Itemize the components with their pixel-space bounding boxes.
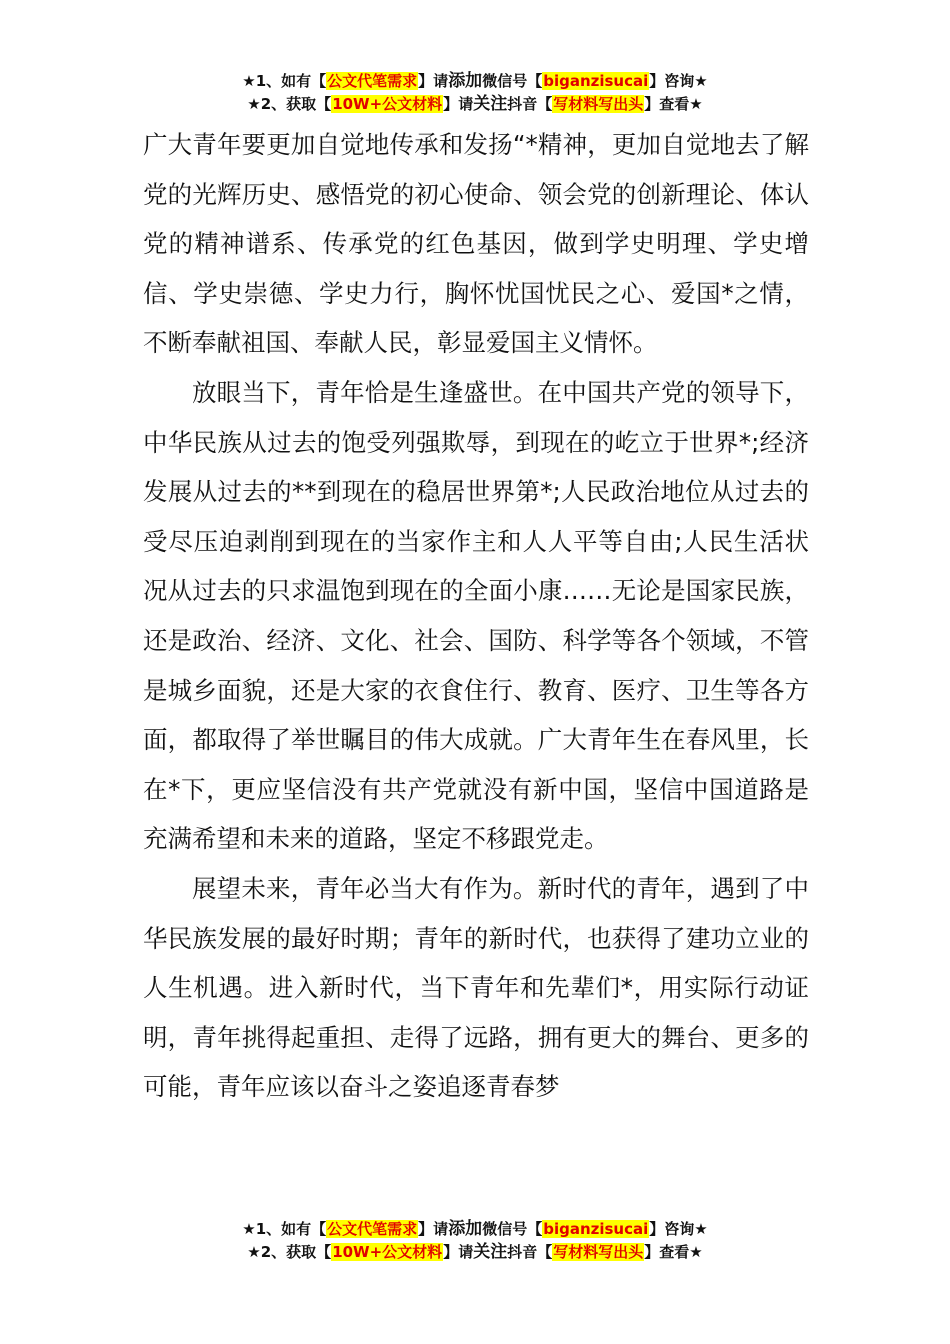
promo-line-1: ★1、如有【公文代笔需求】请添加微信号【biganzisucai】咨询★: [242, 1219, 708, 1239]
promo-line-1: ★1、如有【公文代笔需求】请添加微信号【biganzisucai】咨询★: [242, 71, 708, 91]
document-body: [143, 120, 809, 1112]
promo-highlight: biganzisucai: [543, 1220, 649, 1238]
promo-highlight: 写材料写出头: [553, 95, 644, 113]
header-promo-banner: [0, 70, 950, 116]
promo-highlight: 10W+公文材料: [332, 1243, 443, 1261]
body-paragraph: 放眼当下，青年恰是生逢盛世。在中国共产党的领导下，中华民族从过去的饱受列强欺辱，到现在的屹立于世界*;经济发展从过去的**到现在的稳居世界第*;人民政治地位从过去的受尽压迫剥削到现在的当家作主和人人平等自由;人民生活状况从过去的只求温饱到现在的全面小康……无论是国家民族，还是政治、经济、文化、社会、国防、科学等各个领域，不管是城乡面貌，还是大家的衣食住行、教育、医疗、卫生等各方面，都取得了举世瞩目的伟大成就。广大青年生在春风里，长在*下，更应坚信没有共产党就没有新中国，坚信中国道路是充满希望和未来的道路，坚定不移跟党走。: [143, 377, 809, 854]
body-paragraph: 展望未来，青年必当大有作为。新时代的青年，遇到了中华民族发展的最好时期；青年的新时代，也获得了建功立业的人生机遇。进入新时代，当下青年和先辈们*，用实际行动证明，青年挑得起重担、走得了远路，拥有更大的舞台、更多的可能，青年应该以奋斗之姿追逐青春梦: [143, 873, 809, 1102]
promo-line-2: ★2、获取【10W+公文材料】请关注抖音【写材料写出头】查看★: [247, 94, 703, 114]
promo-highlight: 公文代笔需求: [327, 72, 418, 90]
promo-highlight: 10W+公文材料: [332, 95, 443, 113]
promo-highlight: 公文代笔需求: [327, 1220, 418, 1238]
promo-highlight: 写材料写出头: [553, 1243, 644, 1261]
body-paragraph: 广大青年要更加自觉地传承和发扬“*精神，更加自觉地去了解党的光辉历史、感悟党的初心使命、领会党的创新理论、体认党的精神谱系、传承党的红色基因，做到学史明理、学史增信、学史崇德、学史力行，胸怀忧国忧民之心、爱国*之情，不断奉献祖国、奉献人民，彰显爱国主义情怀。: [143, 130, 809, 358]
footer-promo-banner: [0, 1218, 950, 1264]
promo-line-2: ★2、获取【10W+公文材料】请关注抖音【写材料写出头】查看★: [247, 1242, 703, 1262]
promo-highlight: biganzisucai: [543, 72, 649, 90]
